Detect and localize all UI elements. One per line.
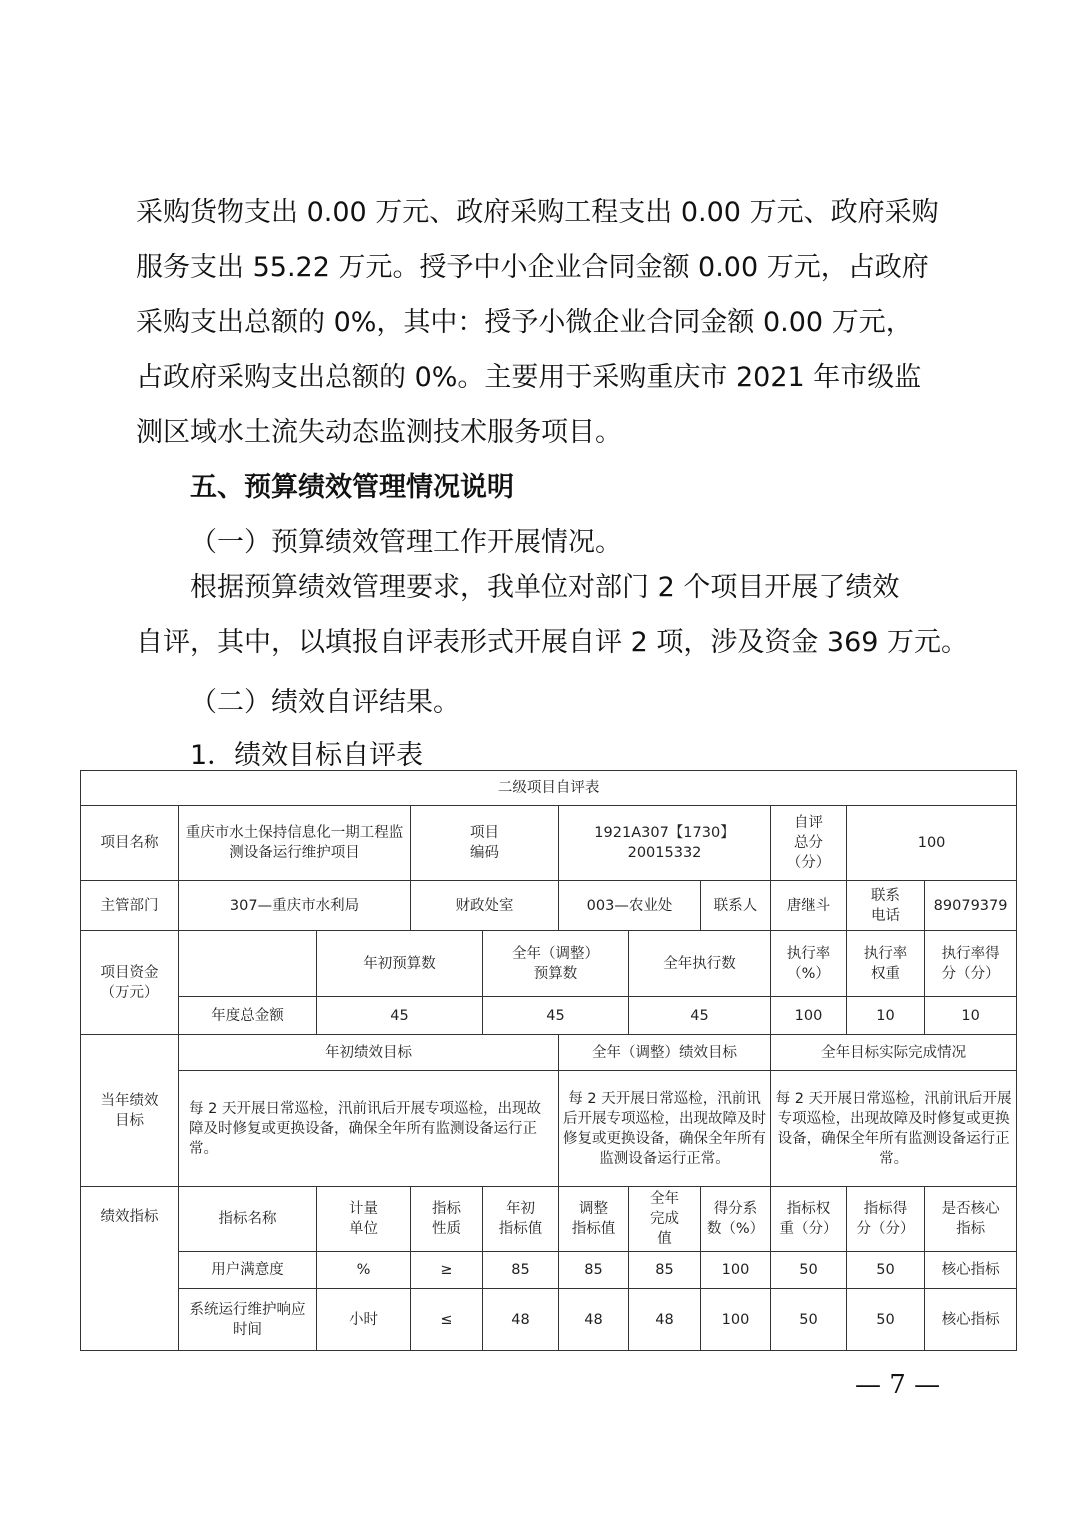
section-heading-5: 五、预算绩效管理情况说明 [190,472,514,503]
text-line: 采购支出总额的 0%，其中：授予小微企业合同金额 0.00 万元， [136,307,913,338]
text-line: 自评，其中，以填报自评表形式开展自评 2 项，涉及资金 369 万元。 [136,627,969,658]
contact: 唐继斗 [771,881,847,931]
label-contact: 联系人 [701,881,771,931]
table-row [81,1252,1017,1289]
label-phone: 联系 电话 [847,881,925,931]
indicator-cell: 50 [847,1289,925,1351]
indicator-cell: ≤ [411,1289,483,1351]
indicator-header: 得分系 数（%） [701,1187,771,1252]
phone: 89079379 [925,881,1017,931]
dept: 307—重庆市水利局 [179,881,411,931]
funds-cell: 45 [483,997,629,1035]
indicator-cell: 48 [483,1289,559,1351]
indicator-cell: ≥ [411,1252,483,1289]
goals-header: 年初绩效目标 [179,1035,559,1071]
funds-row-label: 年度总金额 [179,997,317,1035]
label-funds: 项目资金 （万元） [81,931,179,1035]
goals-header: 全年目标实际完成情况 [771,1035,1017,1071]
indicator-cell: 48 [559,1289,629,1351]
indicator-cell: 50 [771,1289,847,1351]
funds-cell: 10 [925,997,1017,1035]
project-code: 1921A307【1730】20015332 [559,806,771,881]
goal-actual: 每 2 天开展日常巡检，汛前讯后开展专项巡检，出现故障及时修复或更换设备，确保全年所有监测设备运行正常。 [771,1071,1017,1187]
text-line: 根据预算绩效管理要求，我单位对部门 2 个项目开展了绩效 [190,572,900,603]
indicator-header: 年初 指标值 [483,1187,559,1252]
label-project-code: 项目 编码 [411,806,559,881]
indicator-cell: 100 [701,1252,771,1289]
text-line: 测区域水土流失动态监测技术服务项目。 [136,417,622,448]
indicator-cell: 100 [701,1289,771,1351]
indicator-cell: 小时 [317,1289,411,1351]
indicator-header: 指标得 分（分） [847,1187,925,1252]
self-evaluation-table [80,770,1017,1351]
body-paragraph-top [136,185,946,460]
table-row [81,1289,1017,1351]
label-finance-office: 财政处室 [411,881,559,931]
subsection-heading-5-2: （二）绩效自评结果。 [190,687,460,718]
table-title: 二级项目自评表 [81,771,1017,806]
text-line: 占政府采购支出总额的 0%。主要用于采购重庆市 2021 年市级监 [136,362,922,393]
label-annual-goals: 当年绩效 目标 [81,1035,179,1187]
funds-cell: 100 [771,997,847,1035]
indicator-header: 计量 单位 [317,1187,411,1252]
goal-initial: 每 2 天开展日常巡检，汛前讯后开展专项巡检，出现故障及时修复或更换设备，确保全年所有监测设备运行正常。 [179,1071,559,1187]
funds-header: 执行率 （%） [771,931,847,997]
indicator-cell: 48 [629,1289,701,1351]
indicator-cell: 用户满意度 [179,1252,317,1289]
text-line: 服务支出 55.22 万元。授予中小企业合同金额 0.00 万元，占政府 [136,252,929,283]
funds-header-blank [179,931,317,997]
text-line: 采购货物支出 0.00 万元、政府采购工程支出 0.00 万元、政府采购 [136,197,939,228]
funds-header: 全年执行数 [629,931,771,997]
funds-cell: 45 [629,997,771,1035]
funds-cell: 45 [317,997,483,1035]
indicator-cell: 系统运行维护响应时间 [179,1289,317,1351]
funds-header: 执行率 权重 [847,931,925,997]
project-name: 重庆市水土保持信息化一期工程监测设备运行维护项目 [179,806,411,881]
funds-cell: 10 [847,997,925,1035]
item-heading-1: 1．绩效目标自评表 [190,740,424,771]
funds-header: 年初预算数 [317,931,483,997]
funds-header: 全年（调整） 预算数 [483,931,629,997]
label-indicators: 绩效指标 [81,1187,179,1351]
indicator-cell: 85 [483,1252,559,1289]
goal-adjusted: 每 2 天开展日常巡检，汛前讯后开展专项巡检，出现故障及时修复或更换设备，确保全年所有监测设备运行正常。 [559,1071,771,1187]
goals-header: 全年（调整）绩效目标 [559,1035,771,1071]
label-project-name: 项目名称 [81,806,179,881]
body-paragraph-mid [136,560,969,670]
label-self-score: 自评 总分 （分） [771,806,847,881]
indicator-cell: % [317,1252,411,1289]
indicator-header: 调整 指标值 [559,1187,629,1252]
indicator-header: 是否核心 指标 [925,1187,1017,1252]
indicator-header: 全年 完成 值 [629,1187,701,1252]
indicator-cell: 85 [629,1252,701,1289]
self-score: 100 [847,806,1017,881]
indicator-cell: 85 [559,1252,629,1289]
finance-office: 003—农业处 [559,881,701,931]
indicator-header: 指标 性质 [411,1187,483,1252]
indicator-cell: 50 [847,1252,925,1289]
indicator-cell: 50 [771,1252,847,1289]
indicator-header: 指标名称 [179,1187,317,1252]
label-dept: 主管部门 [81,881,179,931]
page-number: — 7 — [855,1370,941,1400]
funds-header: 执行率得 分（分） [925,931,1017,997]
indicator-header: 指标权 重（分） [771,1187,847,1252]
indicator-cell: 核心指标 [925,1289,1017,1351]
subsection-heading-5-1: （一）预算绩效管理工作开展情况。 [190,527,622,558]
indicator-cell: 核心指标 [925,1252,1017,1289]
